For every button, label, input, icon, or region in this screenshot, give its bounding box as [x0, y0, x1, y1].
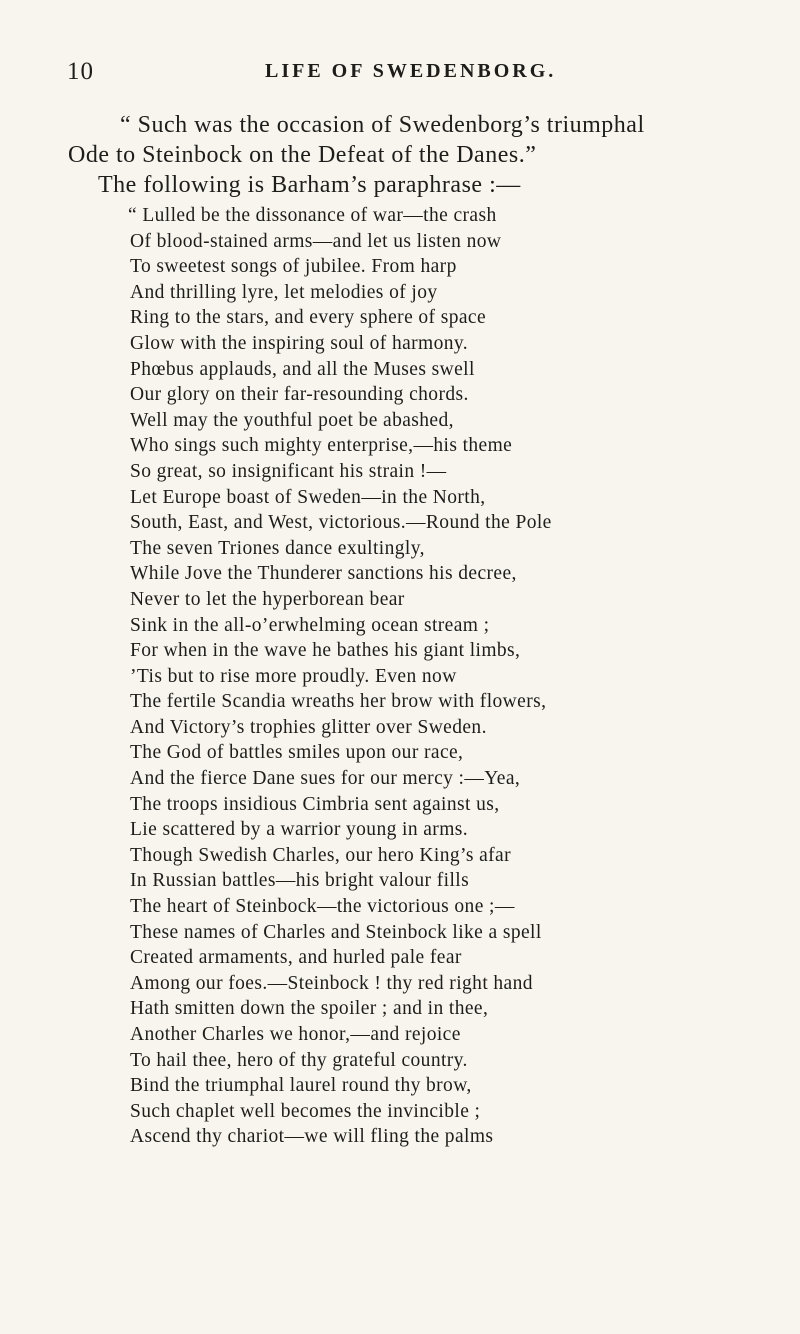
poem-line: These names of Charles and Steinbock like a spell [130, 921, 542, 943]
poem-line: And thrilling lyre, let melodies of joy [130, 281, 438, 303]
poem-line: Well may the youthful poet be abashed, [130, 409, 454, 431]
intro-paragraph [68, 110, 748, 200]
poem-line: Who sings such mighty enterprise,—his theme [130, 435, 513, 457]
poem-line: The heart of Steinbock—the victorious one ;— [130, 896, 515, 918]
poem-line: The troops insidious Cimbria sent against us, [130, 793, 500, 815]
page-number: 10 [67, 58, 94, 85]
poem-line: So great, so insignificant his strain !— [130, 460, 447, 482]
poem-line: South, East, and West, victorious.—Round the Pole [130, 512, 552, 534]
poem-line: Created armaments, and hurled pale fear [130, 947, 462, 969]
poem-line: Our glory on their far-resounding chords. [130, 384, 469, 406]
poem-line: Sink in the all-o’erwhelming ocean stream ; [130, 614, 490, 636]
poem-line: Such chaplet well becomes the invincible ; [130, 1100, 481, 1122]
poem-line: To hail thee, hero of thy grateful country. [130, 1049, 468, 1071]
intro-line: The following is Barham’s paraphrase :— [98, 172, 521, 198]
intro-line: “ Such was the occasion of Swedenborg’s triumphal [120, 112, 645, 138]
poem-line: Though Swedish Charles, our hero King’s afar [130, 844, 511, 866]
poem-line: The God of battles smiles upon our race, [130, 742, 464, 764]
poem-line: Another Charles we honor,—and rejoice [130, 1024, 461, 1045]
poem-line: Hath smitten down the spoiler ; and in thee, [130, 998, 489, 1020]
poem-line: Of blood-stained arms—and let us listen now [130, 230, 502, 252]
poem-line: The seven Triones dance exultingly, [130, 537, 425, 559]
poem-line: ’Tis but to rise more proudly. Even now [130, 665, 457, 687]
poem-line: Bind the triumphal laurel round thy brow, [130, 1075, 472, 1097]
poem-line: “ Lulled be the dissonance of war—the crash [128, 205, 497, 226]
running-title: LIFE OF SWEDENBORG. [265, 60, 557, 82]
poem-line: Let Europe boast of Sweden—in the North, [130, 486, 486, 508]
poem-block [130, 203, 750, 1150]
poem-line: Ring to the stars, and every sphere of space [130, 307, 487, 329]
poem-line: Never to let the hyperborean bear [130, 588, 405, 610]
poem-line: And Victory’s trophies glitter over Sweden. [130, 716, 487, 738]
poem-line: In Russian battles—his bright valour fills [130, 870, 470, 892]
poem-line: The fertile Scandia wreaths her brow with flowers, [130, 691, 547, 713]
poem-line: Lie scattered by a warrior young in arms. [130, 819, 469, 841]
poem-line: Among our foes.—Steinbock ! thy red right hand [130, 972, 533, 994]
poem-line: And the fierce Dane sues for our mercy :—Yea, [130, 768, 521, 790]
poem-line: To sweetest songs of jubilee. From harp [130, 256, 457, 278]
poem-line: Phœbus applauds, and all the Muses swell [130, 358, 475, 380]
poem-line: While Jove the Thunderer sanctions his decree, [130, 563, 517, 585]
poem-line: Ascend thy chariot—we will fling the palms [130, 1126, 494, 1148]
poem-line: For when in the wave he bathes his giant limbs, [130, 640, 521, 662]
poem-line: Glow with the inspiring soul of harmony. [130, 332, 469, 354]
intro-line: Ode to Steinbock on the Defeat of the Danes.” [68, 142, 537, 168]
